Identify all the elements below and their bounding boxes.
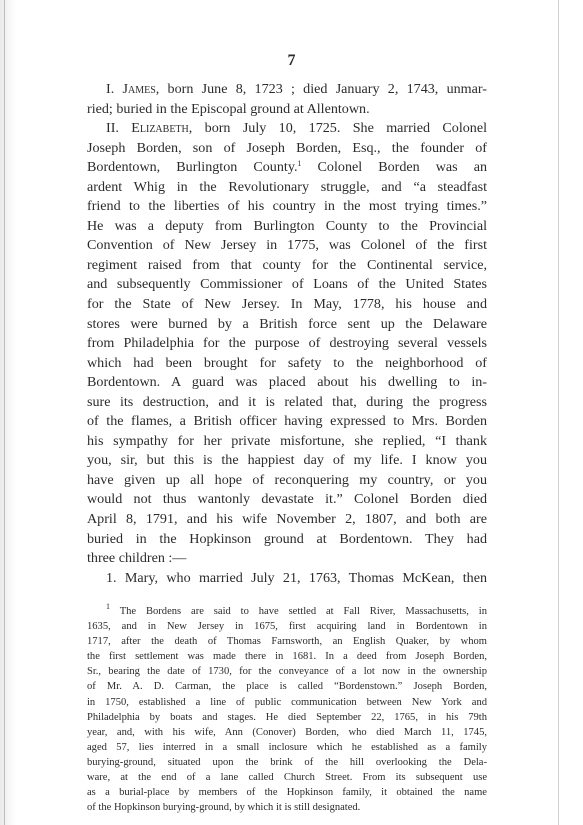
text-line: would not thus wantonly devastate it.” Colonel Borden died (87, 491, 487, 508)
footnote-marker: 1 (106, 602, 110, 611)
text-fragment: Colonel Borden was an (301, 159, 487, 176)
text-line: April 8, 1791, and his wife November 2, 1807, and both are (87, 511, 487, 528)
text-line: his sympathy for her private misfortune, she replied, “I thank (87, 432, 487, 449)
text-line: three children :— (87, 550, 187, 567)
person-name: Elizabeth (131, 120, 189, 137)
text-line (87, 119, 487, 139)
page-edge-line (558, 0, 559, 825)
text-line: regiment raised from that county for the Continental service, (87, 256, 487, 273)
book-binding-gutter (0, 0, 16, 825)
footnote-line: aged 57, lies interred in a small inclosure which he established as a family (87, 741, 487, 753)
text-fragment: Bordentown, Burlington County. (87, 159, 298, 176)
text-line: ried; buried in the Episcopal ground at Allentown. (87, 100, 370, 117)
text-line: Convention of New Jersey in 1775, was Colonel of the first (87, 237, 487, 254)
footnote-reference: 1 (297, 159, 302, 169)
text-line: of the flames, a British officer having expressed to Mrs. Borden (87, 413, 487, 430)
footnote-line: of the Hopkinson burying-ground, by which it is still designated. (87, 802, 361, 814)
footnote-line: Philadelphia by boats and stages. He died September 22, 1765, in his 79th (87, 711, 487, 723)
footnote-line: burying-ground, situated upon the brink of the hill overlooking the Dela- (87, 756, 487, 768)
list-numeral: I. (106, 81, 123, 97)
footnote-line (87, 604, 487, 619)
text-line: for the State of New Jersey. In May, 1778, his house and (87, 296, 487, 313)
main-text (87, 80, 487, 588)
footnote (87, 604, 487, 815)
text-line: which had been brought for safety to the neighborhood of (87, 354, 487, 371)
text-line: ardent Whig in the Revolutionary struggle, and “a steadfast (87, 178, 487, 195)
text-line: you, sir, but this is the happiest day of my life. I know you (87, 452, 487, 469)
text-line: buried in the Hopkinson ground at Bordentown. They had (87, 530, 487, 547)
text-line: Joseph Borden, son of Joseph Borden, Esq., the founder of (87, 139, 487, 156)
text-fragment: The Bordens are said to have settled at Fall River, Massachusetts, in (110, 606, 487, 617)
text-line: friend to the liberties of his country in the most trying times.” (87, 198, 487, 215)
text-fragment: , born June 8, 1723 ; died January 2, 1743, unmar- (155, 81, 487, 97)
binding-edge-line (4, 0, 5, 825)
text-line: 1. Mary, who married July 21, 1763, Thomas McKean, then (106, 569, 487, 586)
footnote-line: 1635, and in New Jersey in 1675, first acquiring land in Bordentown in (87, 621, 487, 633)
footnote-line: Sr., bearing the date of 1730, for the conveyance of a lot now in the ownership (87, 666, 487, 678)
text-line (87, 80, 487, 100)
footnote-line: of Mr. A. D. Carman, the place is called “Bordenstown.” Joseph Borden, (87, 681, 487, 693)
text-line: sure its destruction, and it is related that, during the progress (87, 393, 487, 410)
footnote-line: 1717, after the death of Thomas Farnsworth, an English Quaker, by whom (87, 636, 487, 648)
text-line: He was a deputy from Burlington County to the Provincial (87, 217, 487, 234)
footnote-line: the first settlement was made there in 1681. In a deed from Joseph Borden, (87, 651, 487, 663)
text-line: and subsequently Commissioner of Loans of the United States (87, 276, 487, 293)
footnote-line: ware, at the end of a lane called Church Street. From its subsequent use (87, 772, 487, 784)
text-line: have given up all hope of reconquering my country, or you (87, 471, 487, 488)
page-number: 7 (287, 52, 296, 69)
footnote-line: year, and, with his wife, Ann (Conover) Borden, who died March 11, 1745, (87, 726, 487, 738)
footnote-line: in 1750, established a line of public communication between New York and (87, 696, 487, 708)
text-line: from Philadelphia for the purpose of destroying several vessels (87, 335, 487, 352)
text-line: stores were burned by a British force sent up the Delaware (87, 315, 487, 332)
text-line (87, 158, 487, 178)
list-numeral: II. (106, 120, 132, 137)
footnote-line: as a burial-place by members of the Hopkinson family, it obtained the name (87, 787, 487, 799)
person-name: James (122, 81, 156, 97)
text-fragment: , born July 10, 1725. She married Colonel (188, 120, 487, 137)
text-line: Bordentown. A guard was placed about his dwelling to in- (87, 374, 487, 391)
